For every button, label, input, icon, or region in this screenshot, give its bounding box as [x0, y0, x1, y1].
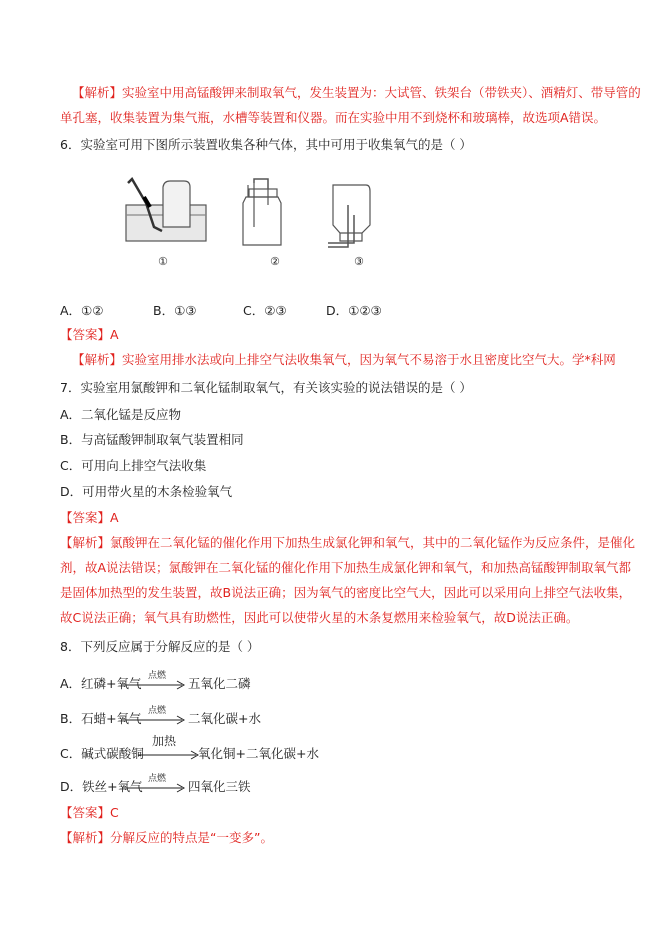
- analysis-tag: 【解析】: [72, 85, 123, 100]
- q8-option-d-product: 四氧化三铁: [188, 779, 251, 794]
- reaction-arrow-icon: [122, 715, 186, 725]
- analysis-tag: 【解析】: [60, 830, 111, 845]
- q5-analysis-line-2: 单孔塞，收集装置为集气瓶，水槽等装置和仪器。而在实验中用不到烧杯和玻璃棒，故选项A错误。: [60, 110, 607, 125]
- q8-option-b-condition: 点燃: [148, 706, 167, 716]
- q6-analysis: [72, 352, 616, 368]
- q8-option-c-product: 氧化铜+二氧化碳+水: [198, 746, 319, 761]
- q7-analysis-line-4: 故C说法正确；氧气具有助燃性，因此可以使带火星的木条复燃用来检验氧气，故D说法正确。: [60, 610, 579, 625]
- apparatus-2-upward-air: [243, 179, 281, 245]
- q8-option-b-reactants[interactable]: B．石蜡+氧气: [60, 711, 142, 726]
- q7-analysis-line-3: 是固体加热型的发生装置，故B说法正确；因为氧气的密度比空气大，因此可以采用向上排空气法收集，: [60, 585, 632, 600]
- q6-option-c[interactable]: C．②③: [243, 303, 287, 318]
- q6-option-a[interactable]: A．①②: [60, 303, 104, 318]
- q8-analysis: [60, 830, 273, 846]
- analysis-tag: 【解析】: [72, 352, 123, 367]
- analysis-text: 氯酸钾在二氧化锰的催化作用下加热生成氯化钾和氧气，其中的二氧化锰作为反应条件，是催化: [110, 535, 636, 550]
- q5-analysis-line-1: [72, 85, 641, 101]
- fig-label-1: ①: [158, 255, 168, 268]
- q7-option-d[interactable]: D．可用带火星的木条检验氧气: [60, 484, 233, 499]
- apparatus-diagram: [118, 175, 378, 270]
- q6-option-d[interactable]: D．①②③: [326, 303, 382, 318]
- q7-option-c[interactable]: C．可用向上排空气法收集: [60, 458, 207, 473]
- q7-option-b[interactable]: B．与高锰酸钾制取氧气装置相同: [60, 432, 244, 447]
- q7-analysis-line-2: 剂，故A说法错误；氯酸钾在二氧化锰的催化作用下加热生成氯化钾和氧气，和加热高锰酸钾制取氧气都: [60, 560, 632, 575]
- q8-option-b-product: 二氧化碳+水: [188, 711, 261, 726]
- q6-figure: [118, 175, 378, 270]
- q6-answer: [60, 327, 119, 343]
- answer-tag: 【答案】: [60, 510, 111, 525]
- answer-tag: 【答案】: [60, 805, 111, 820]
- q8-stem: 8．下列反应属于分解反应的是（ ）: [60, 639, 260, 654]
- q8-option-c-reactants[interactable]: C．碱式碳酸铜: [60, 746, 144, 761]
- reaction-arrow-icon: [138, 750, 202, 760]
- apparatus-3-downward-air: [328, 185, 370, 247]
- fig-label-3: ③: [354, 255, 364, 268]
- q6-stem: 6．实验室可用下图所示装置收集各种气体，其中可用于收集氧气的是（ ）: [60, 137, 472, 152]
- analysis-tag: 【解析】: [60, 535, 111, 550]
- q8-option-d-condition: 点燃: [148, 774, 167, 784]
- apparatus-1-water-displacement: [126, 179, 206, 241]
- analysis-text: 实验室用排水法或向上排空气法收集氧气，因为氧气不易溶于水且密度比空气大。学*科网: [122, 352, 616, 367]
- q7-analysis-line-1: [60, 535, 635, 551]
- fig-label-2: ②: [270, 255, 280, 268]
- q7-answer: [60, 510, 119, 526]
- reaction-arrow-icon: [122, 783, 186, 793]
- q8-option-a-product: 五氧化二磷: [188, 676, 251, 691]
- answer-value: A: [110, 510, 119, 525]
- analysis-text: 实验室中用高锰酸钾来制取氧气，发生装置为：大试管、铁架台（带铁夹）、酒精灯、带导管的: [122, 85, 641, 100]
- q8-answer: [60, 805, 119, 821]
- q7-stem: 7．实验室用氯酸钾和二氧化锰制取氧气，有关该实验的说法错误的是（ ）: [60, 380, 472, 395]
- answer-tag: 【答案】: [60, 327, 111, 342]
- answer-value: A: [110, 327, 119, 342]
- q7-option-a[interactable]: A．二氧化锰是反应物: [60, 407, 182, 422]
- q8-option-c-condition: 加热: [152, 734, 177, 748]
- answer-value: C: [110, 805, 119, 820]
- reaction-arrow-icon: [122, 680, 186, 690]
- q8-option-d-reactants[interactable]: D．铁丝+氧气: [60, 779, 143, 794]
- q8-option-a-condition: 点燃: [148, 671, 167, 681]
- q6-option-b[interactable]: B．①③: [153, 303, 197, 318]
- analysis-text: 分解反应的特点是“一变多”。: [110, 830, 273, 845]
- q8-option-a-reactants[interactable]: A．红磷+氧气: [60, 676, 142, 691]
